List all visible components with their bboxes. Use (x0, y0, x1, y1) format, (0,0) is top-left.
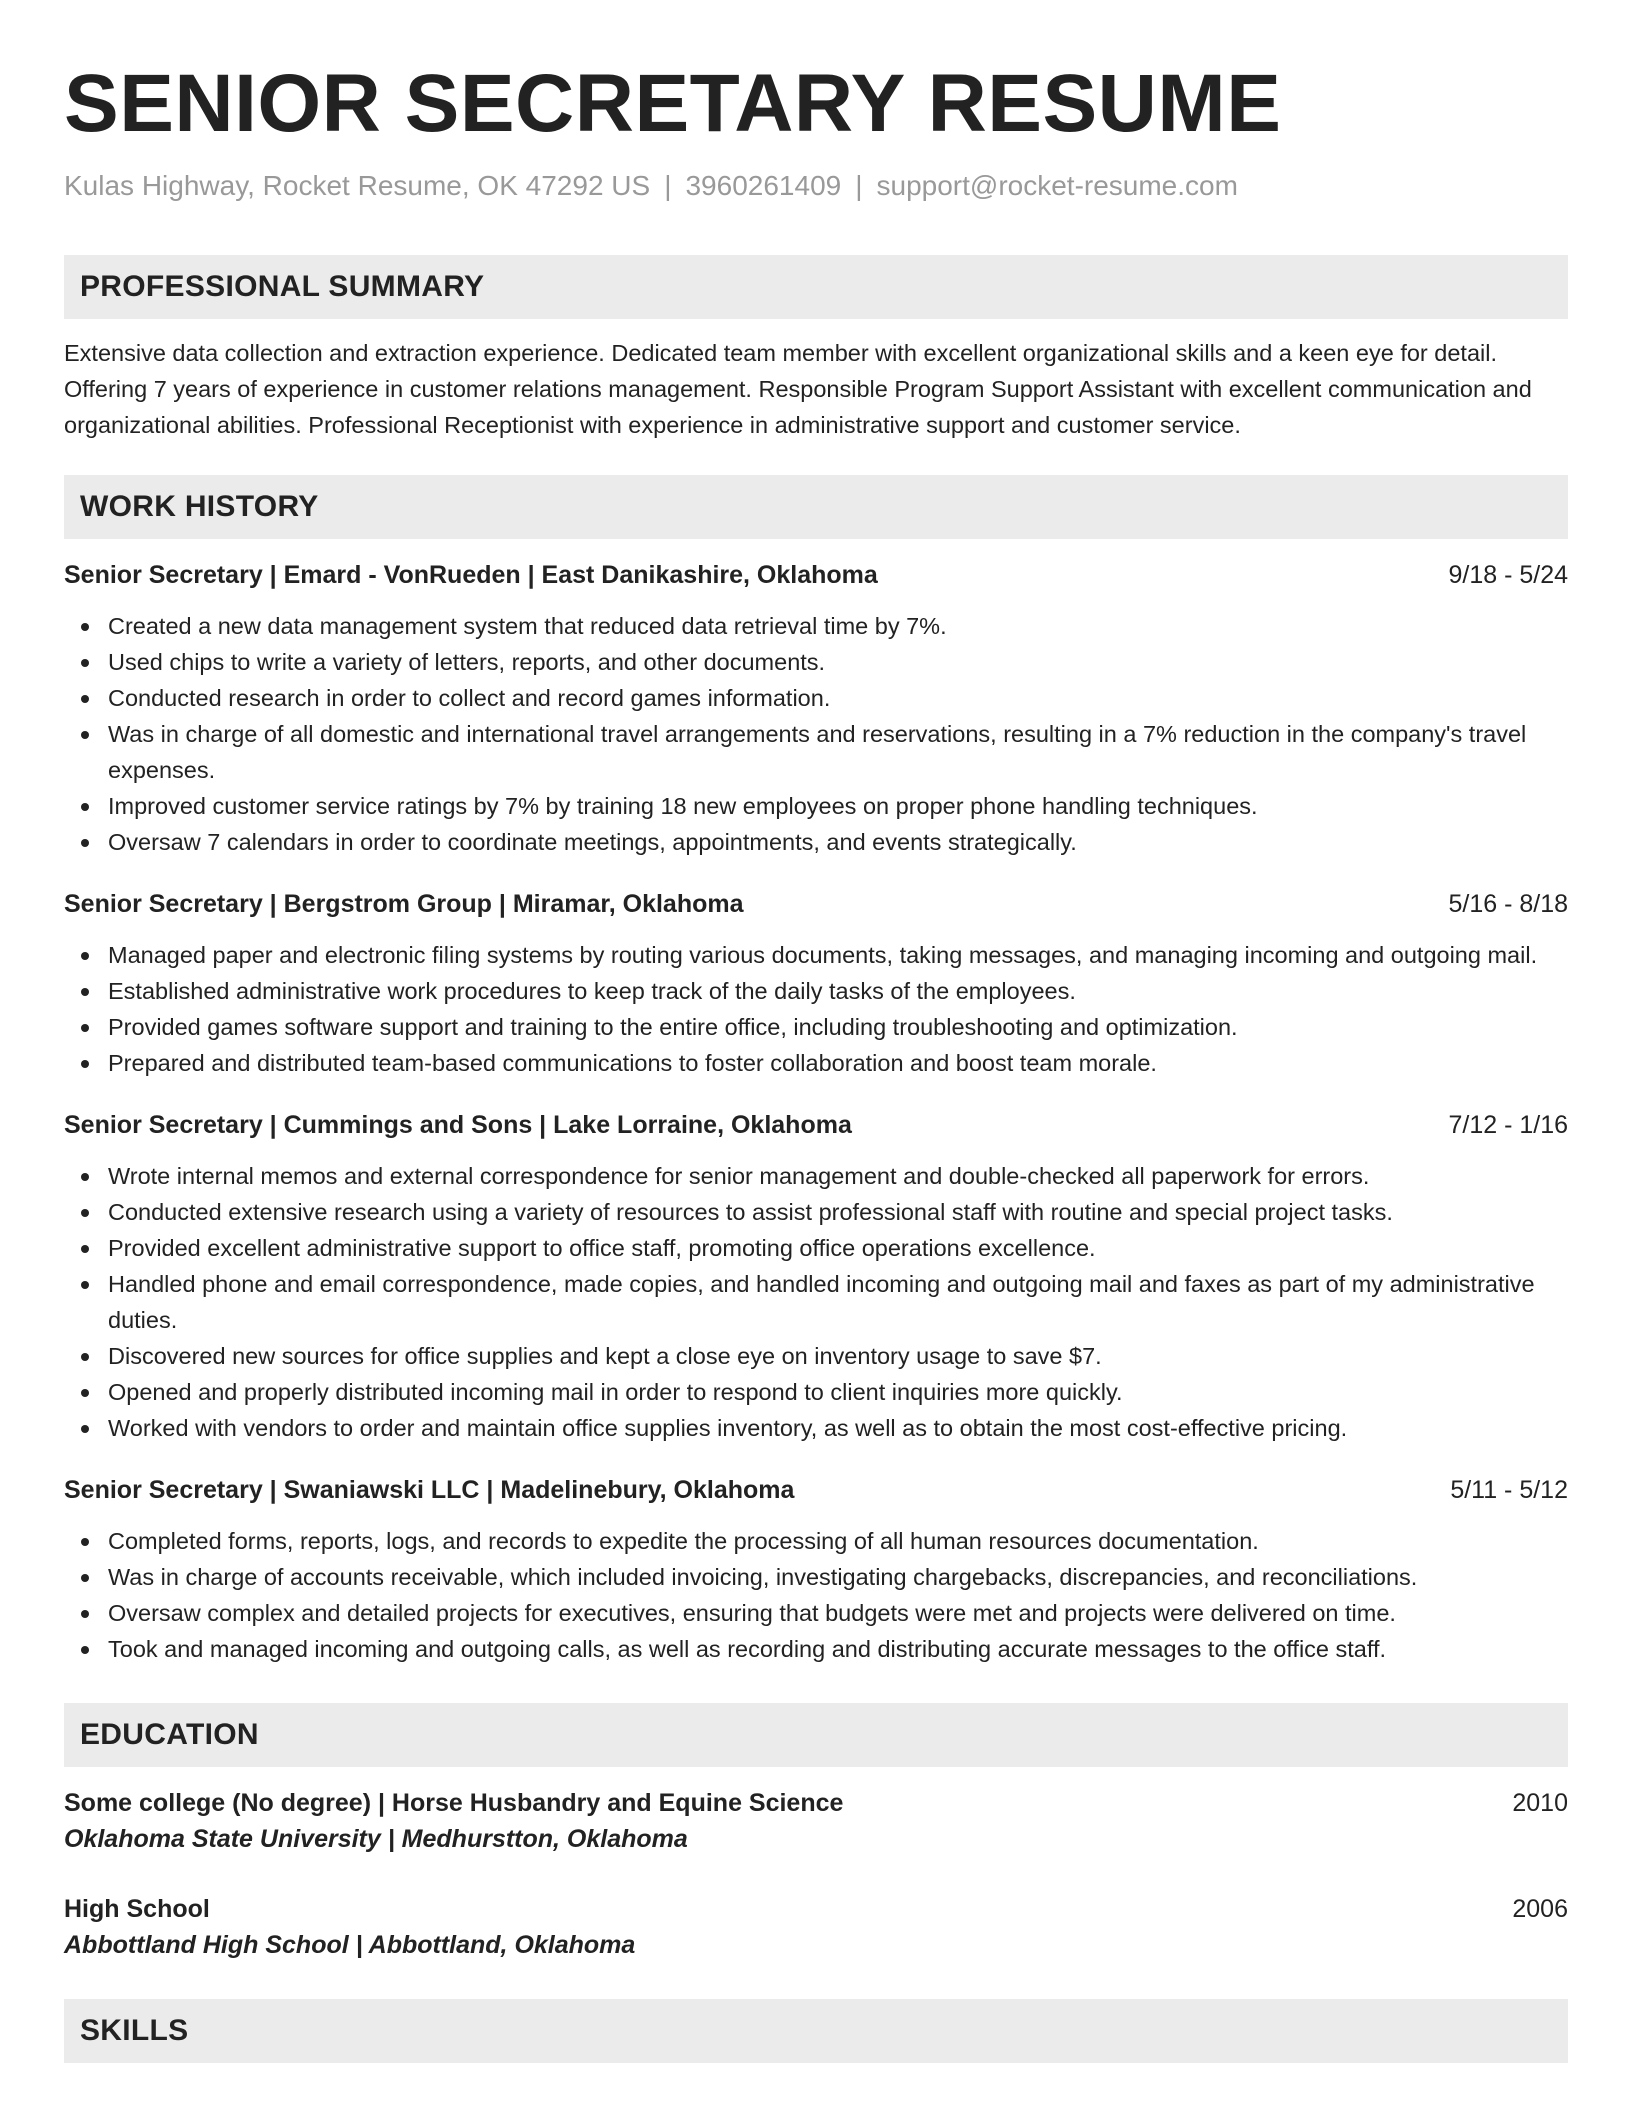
job-bullet-list (64, 1523, 1568, 1667)
job-entry (64, 1107, 1568, 1446)
job-heading-row (64, 557, 1568, 593)
contact-separator: | (664, 170, 672, 201)
education-school: Abbottland High School | Abbottland, Oklahoma (64, 1931, 636, 1959)
education-heading-row (64, 1785, 1568, 1821)
job-heading-row (64, 1472, 1568, 1508)
job-bullet: Wrote internal memos and external correspondence for senior management and double-checked all paperwork for errors. (108, 1158, 1568, 1194)
job-bullet: Oversaw 7 calendars in order to coordinate meetings, appointments, and events strategically. (108, 824, 1568, 860)
resume-title: SENIOR SECRETARY RESUME (64, 58, 1282, 149)
section-header-skills: SKILLS (64, 1999, 1568, 2063)
contact-separator: | (855, 170, 863, 201)
education-degree: High School (64, 1895, 210, 1923)
job-bullet: Oversaw complex and detailed projects for executives, ensuring that budgets were met and projects were delivered on time. (108, 1595, 1568, 1631)
summary-text: Extensive data collection and extraction experience. Dedicated team member with excellent organizational skills and a keen eye for detail. Offering 7 years of experience in customer relations management. Responsible Program Support Assistant with excellent communication and organizational abilities. Professional Receptionist with experience in administrative support and customer service. (64, 340, 1532, 438)
job-bullet: Provided excellent administrative support to office staff, promoting office operations excellence. (108, 1230, 1568, 1266)
job-bullet: Was in charge of accounts receivable, which included invoicing, investigating chargebacks, discrepancies, and reconciliations. (108, 1559, 1568, 1595)
job-bullet: Conducted extensive research using a variety of resources to assist professional staff with routine and special project tasks. (108, 1194, 1568, 1230)
education-degree: Some college (No degree) | Horse Husbandry and Equine Science (64, 1789, 844, 1817)
education-school: Oklahoma State University | Medhurstton, Oklahoma (64, 1825, 688, 1853)
job-heading-row (64, 886, 1568, 922)
section-header-education: EDUCATION (64, 1703, 1568, 1767)
job-bullet: Discovered new sources for office supplies and kept a close eye on inventory usage to save $7. (108, 1338, 1568, 1374)
job-bullet: Was in charge of all domestic and international travel arrangements and reservations, resulting in a 7% reduction in the company's travel expenses. (108, 716, 1568, 788)
job-bullet: Took and managed incoming and outgoing calls, as well as recording and distributing accurate messages to the office staff. (108, 1631, 1568, 1667)
job-bullet: Created a new data management system that reduced data retrieval time by 7%. (108, 608, 1568, 644)
job-bullet: Handled phone and email correspondence, made copies, and handled incoming and outgoing mail and faxes as part of my administrative duties. (108, 1266, 1568, 1338)
job-bullet: Prepared and distributed team-based communications to foster collaboration and boost team morale. (108, 1045, 1568, 1081)
job-dates: 9/18 - 5/24 (1448, 561, 1568, 589)
job-bullet: Established administrative work procedures to keep track of the daily tasks of the employees. (108, 973, 1568, 1009)
contact-address: Kulas Highway, Rocket Resume, OK 47292 US (64, 170, 651, 201)
job-heading-row (64, 1107, 1568, 1143)
job-bullet: Improved customer service ratings by 7% by training 18 new employees on proper phone handling techniques. (108, 788, 1568, 824)
job-title: Senior Secretary | Swaniawski LLC | Madelinebury, Oklahoma (64, 1476, 795, 1504)
job-bullet: Conducted research in order to collect and record games information. (108, 680, 1568, 716)
resume-page (64, 0, 1568, 2063)
job-entry (64, 886, 1568, 1081)
job-bullet: Used chips to write a variety of letters, reports, and other documents. (108, 644, 1568, 680)
job-bullet-list (64, 1158, 1568, 1446)
job-bullet: Managed paper and electronic filing systems by routing various documents, taking messages, and managing incoming and outgoing mail. (108, 937, 1568, 973)
job-bullet: Provided games software support and training to the entire office, including troubleshooting and optimization. (108, 1009, 1568, 1045)
contact-phone: 3960261409 (685, 170, 842, 201)
education-year: 2006 (1512, 1895, 1568, 1923)
education-heading-row (64, 1891, 1568, 1927)
job-bullet: Opened and properly distributed incoming mail in order to respond to client inquiries more quickly. (108, 1374, 1568, 1410)
education-year: 2010 (1512, 1789, 1568, 1817)
contact-line (64, 168, 1568, 204)
section-header-work-history: WORK HISTORY (64, 475, 1568, 539)
job-dates: 5/16 - 8/18 (1448, 890, 1568, 918)
job-dates: 7/12 - 1/16 (1448, 1111, 1568, 1139)
job-title: Senior Secretary | Cummings and Sons | Lake Lorraine, Oklahoma (64, 1111, 852, 1139)
contact-email: support@rocket-resume.com (876, 170, 1238, 201)
job-bullet-list (64, 608, 1568, 860)
job-bullet: Worked with vendors to order and maintain office supplies inventory, as well as to obtain the most cost-effective pricing. (108, 1410, 1568, 1446)
job-entry (64, 557, 1568, 860)
job-entry (64, 1472, 1568, 1667)
job-title: Senior Secretary | Emard - VonRueden | East Danikashire, Oklahoma (64, 561, 878, 589)
job-title: Senior Secretary | Bergstrom Group | Miramar, Oklahoma (64, 890, 744, 918)
section-header-professional-summary: PROFESSIONAL SUMMARY (64, 255, 1568, 319)
job-dates: 5/11 - 5/12 (1450, 1476, 1568, 1504)
job-bullet: Completed forms, reports, logs, and records to expedite the processing of all human resources documentation. (108, 1523, 1568, 1559)
education-entry (64, 1891, 1568, 1963)
education-entry (64, 1785, 1568, 1857)
job-bullet-list (64, 937, 1568, 1081)
